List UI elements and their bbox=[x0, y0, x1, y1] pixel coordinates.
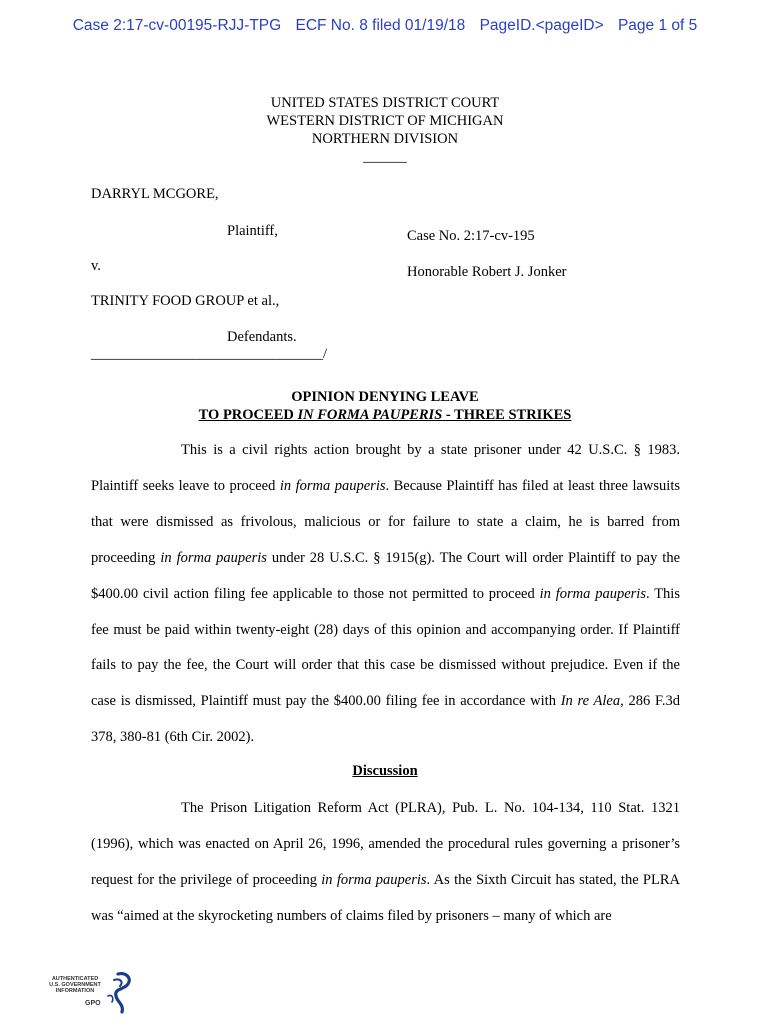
para1-italic-1: in forma pauperis bbox=[279, 477, 386, 494]
ecf-header bbox=[0, 17, 770, 35]
para2-text-1: The Prison Litigation Reform Act (PLRA), Pub. L. No. 104-134, 110 Stat. 1321 (1996), which was enacted on April 26, 1996, amended the procedural rules governing a prisoner’s request for the privilege of proceeding bbox=[91, 800, 680, 888]
title-italic: IN FORMA PAUPERIS bbox=[297, 407, 443, 423]
gpo-logo-text bbox=[44, 976, 106, 995]
plaintiff-name: DARRYL MCGORE, bbox=[91, 186, 219, 202]
defendant-role: Defendants. bbox=[227, 329, 297, 345]
para2-text-2: . As the Sixth Circuit has stated, the PLRA was “aimed at the skyrocketing numbers of claims filed by prisoners – many of which are bbox=[91, 871, 680, 924]
court-name: UNITED STATES DISTRICT COURT bbox=[270, 95, 500, 111]
para1-text-2: . Because Plaintiff has filed at least three lawsuits that were dismissed as frivolous, malicious or for failure to state a claim, he is barred from proceeding bbox=[91, 477, 680, 566]
para1-text-5: , 286 F.3d 378, 380-81 (6th Cir. 2002). bbox=[91, 693, 681, 746]
paragraph-intro bbox=[91, 433, 680, 756]
versus: v. bbox=[91, 258, 101, 274]
ecf-page-count: Page 1 of 5 bbox=[617, 17, 698, 34]
case-number: Case No. 2:17-cv-195 bbox=[407, 228, 535, 244]
para2-italic-1: in forma pauperis bbox=[321, 871, 427, 888]
court-division: NORTHERN DIVISION bbox=[311, 131, 459, 147]
gpo-authentication-logo bbox=[44, 970, 134, 1016]
plaintiff-role: Plaintiff, bbox=[227, 223, 278, 239]
ecf-case-number: Case 2:17-cv-00195-RJJ-TPG bbox=[72, 17, 282, 34]
judge-name: Honorable Robert J. Jonker bbox=[407, 264, 567, 280]
title-pre: TO PROCEED bbox=[198, 407, 298, 423]
para1-text-4: . This fee must be paid within twenty-eight (28) days of this opinion and accompanying order. If Plaintiff fails to pay the fee, the Court will order that this case be dismissed without prejudice. Even if the case is dismissed, Plaintiff must pay the $400.00 filing fee in accordance with bbox=[91, 585, 680, 710]
defendant-name: TRINITY FOOD GROUP et al., bbox=[91, 293, 280, 309]
para1-italic-2: in forma pauperis bbox=[160, 549, 267, 566]
discussion-heading: Discussion bbox=[352, 763, 418, 779]
gpo-eagle-icon bbox=[104, 970, 134, 1016]
opinion-title bbox=[0, 388, 770, 424]
opinion-title-line1: OPINION DENYING LEAVE bbox=[291, 389, 479, 405]
court-district: WESTERN DISTRICT OF MICHIGAN bbox=[266, 113, 504, 129]
para1-text-1: This is a civil rights action brought by a state prisoner under 42 U.S.C. § 1983. Plaintiff seeks leave to proceed bbox=[91, 442, 680, 494]
court-heading bbox=[0, 94, 770, 166]
gpo-mark: GPO bbox=[85, 1000, 101, 1007]
paragraph-discussion bbox=[91, 791, 680, 935]
gpo-line-3: INFORMATION bbox=[55, 988, 95, 995]
para1-italic-4: In re Alea bbox=[560, 693, 621, 710]
para1-text-3: under 28 U.S.C. § 1915(g). The Court will order Plaintiff to pay the $400.00 civil action filing fee applicable to those not permitted to proceed bbox=[91, 549, 681, 602]
caption-closing-rule: ________________________________/ bbox=[91, 346, 328, 362]
title-post: - THREE STRIKES bbox=[442, 407, 572, 423]
para1-italic-3: in forma pauperis bbox=[539, 585, 646, 602]
court-rule: ______ bbox=[363, 149, 407, 165]
gpo-line-2: U.S. GOVERNMENT bbox=[49, 982, 101, 989]
ecf-filing: ECF No. 8 filed 01/19/18 bbox=[295, 17, 466, 34]
opinion-title-line2 bbox=[0, 406, 770, 424]
gpo-line-1: AUTHENTICATED bbox=[51, 976, 99, 982]
ecf-pageid: PageID.<pageID> bbox=[479, 17, 604, 34]
